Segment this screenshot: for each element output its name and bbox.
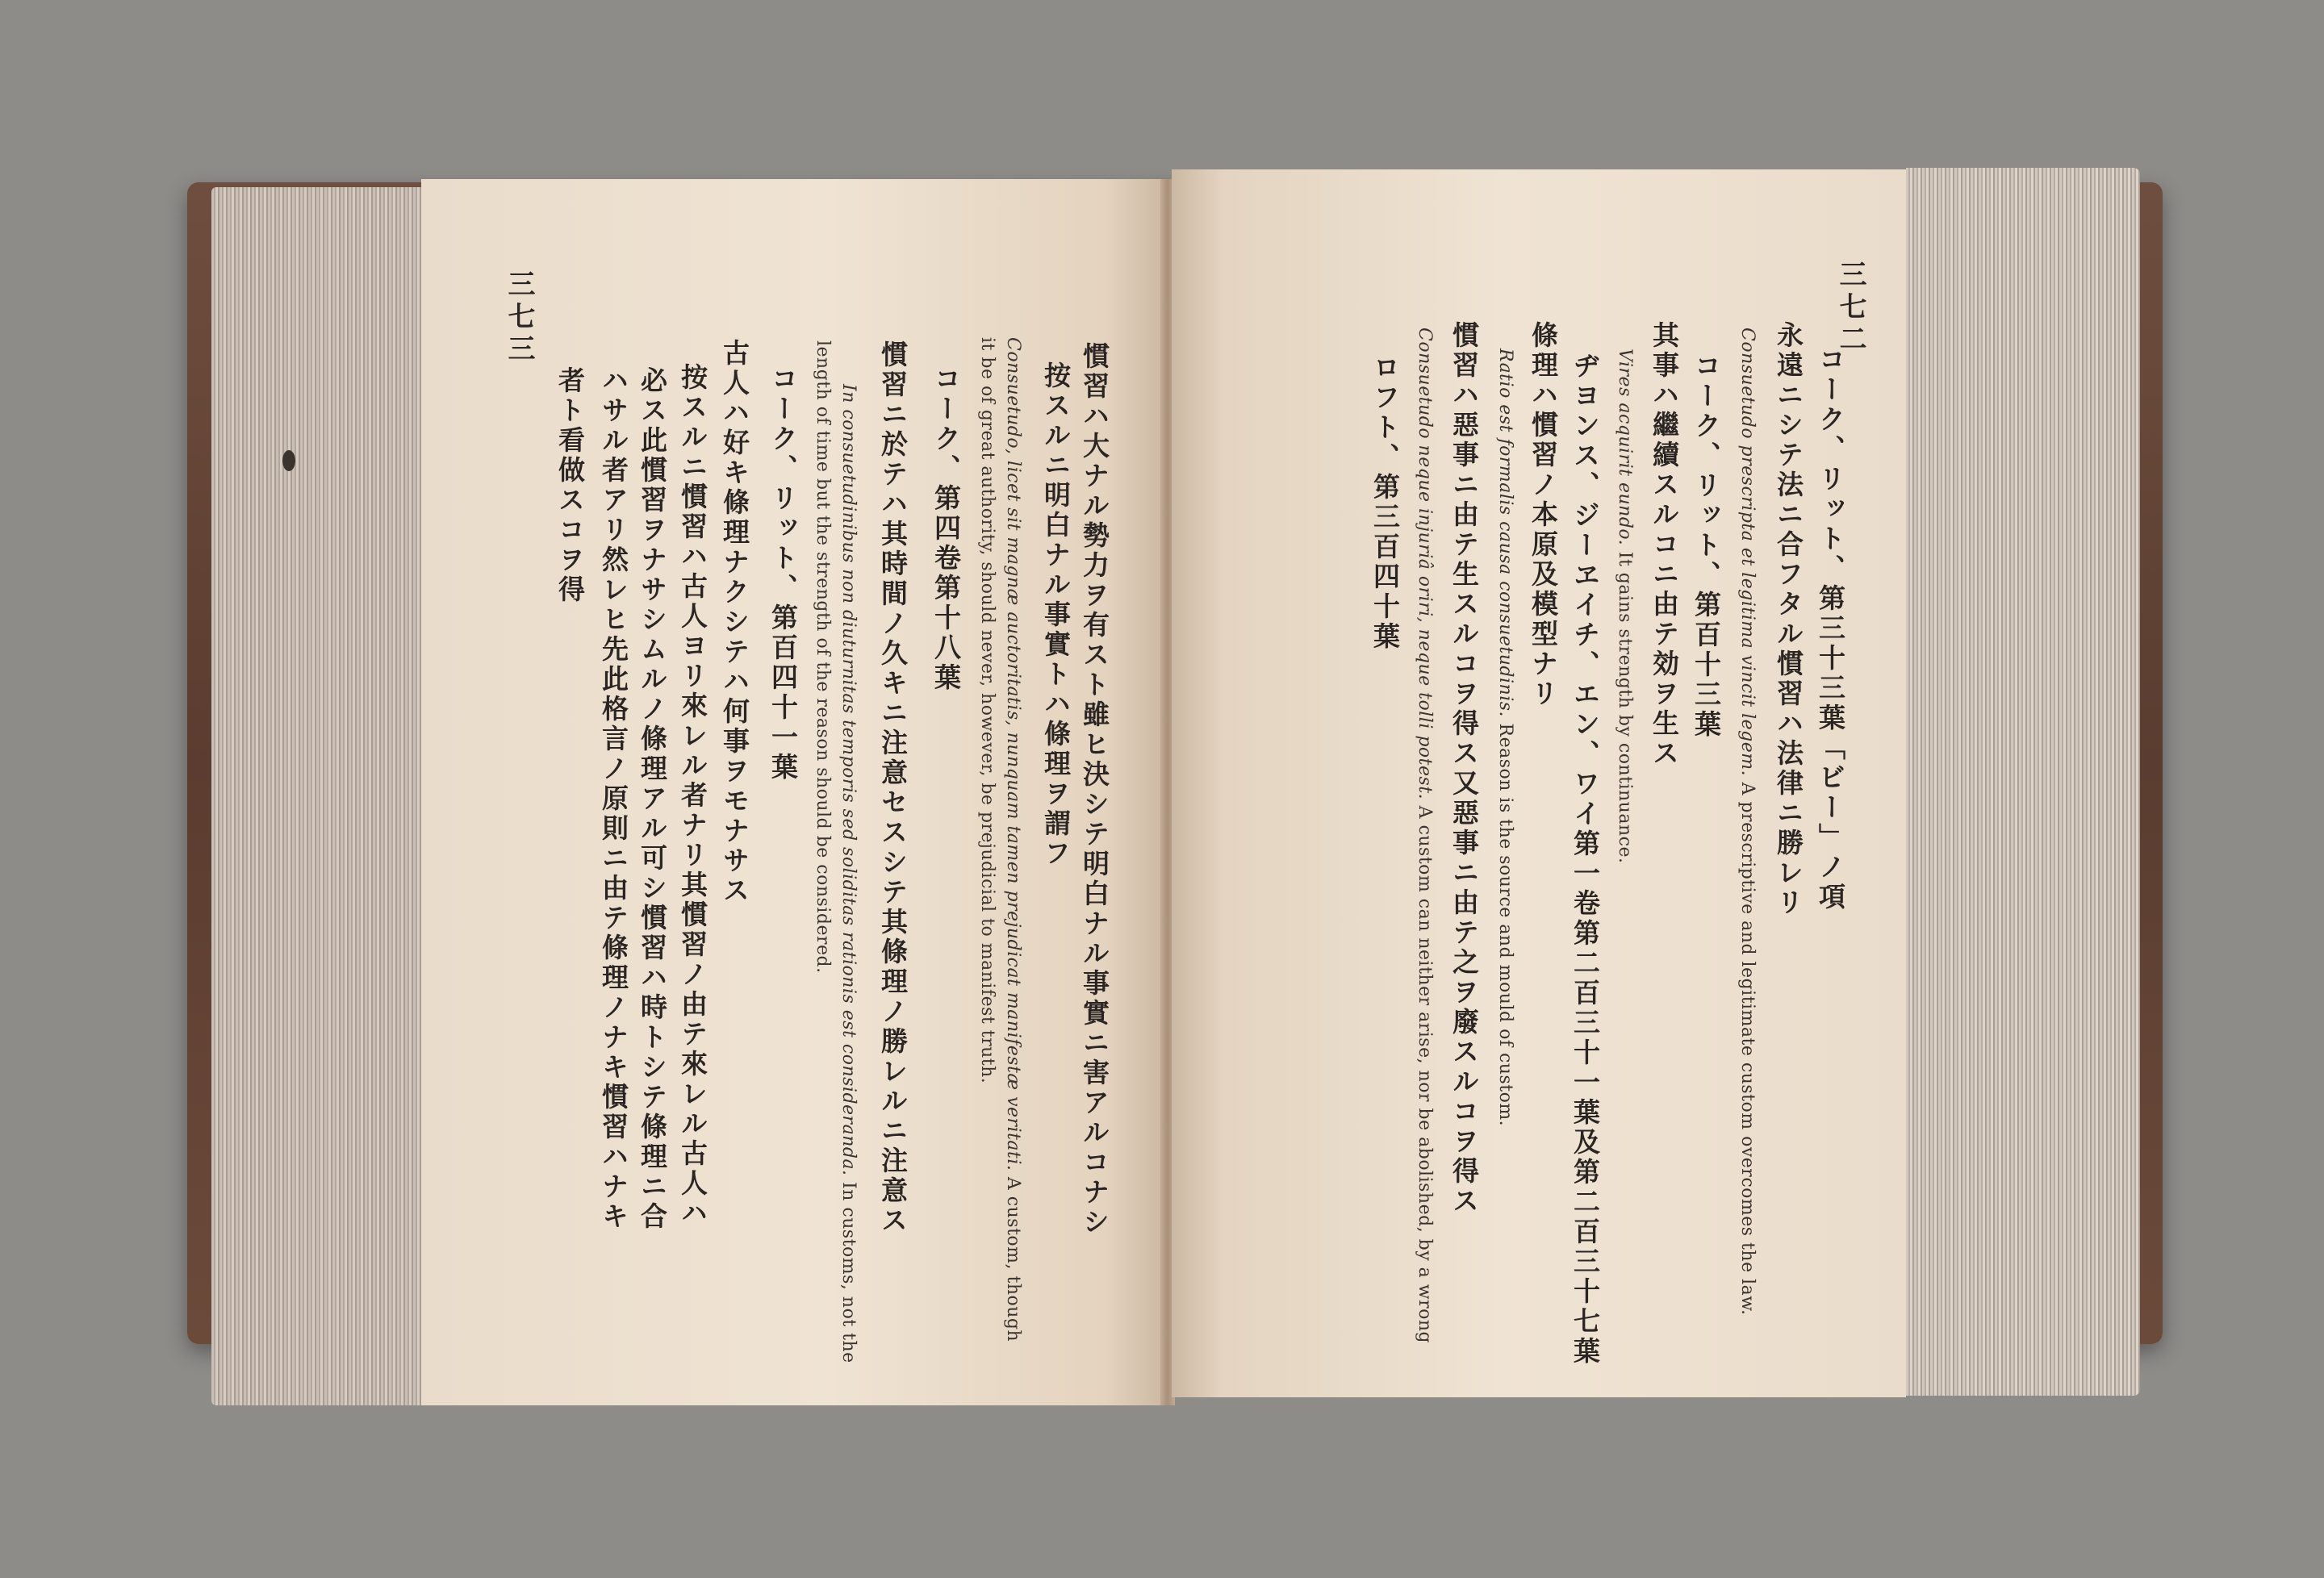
text-column: 慣習ハ惡事ニ由テ生スルコヲ得ス又惡事ニ由テ之ヲ廢スルコヲ得ス — [1448, 321, 1480, 1217]
right-page — [1172, 169, 1906, 1397]
text-column-latin — [978, 337, 996, 1083]
english-translation: Reason is the source and mould of custom. — [1495, 717, 1515, 1127]
english-translation: It gains strength by continuance. — [1615, 545, 1635, 864]
page-stack-right — [1906, 168, 2140, 1396]
text-column: コーク、リット、第三十三葉「ビー」ノ項 — [1815, 345, 1846, 912]
text-column: ロフト、第三百四十葉 — [1369, 353, 1401, 652]
text-column: 慣習ニ於テハ其時間ノ久キニ注意セスシテ其條理ノ勝レルニ注意ス — [877, 340, 909, 1236]
latin-quote: Consuetudo neque injuriâ oriri, neque tolli potest. — [1415, 328, 1435, 800]
text-column-latin — [813, 340, 831, 974]
text-column: 其事ハ繼續スルコニ由テ効ヲ生ス — [1649, 321, 1680, 769]
left-page — [421, 179, 1164, 1405]
text-column-latin — [1616, 349, 1633, 863]
text-column: コーク、第四卷第十八葉 — [930, 365, 962, 693]
text-column-latin — [1738, 328, 1756, 1315]
text-column: ハサル者アリ然レヒ先此格言ノ原則ニ由テ條理ノナキ慣習ハナキ — [598, 366, 629, 1232]
page-stack-left — [211, 187, 421, 1405]
latin-quote: Vires acquirit eundo. — [1615, 349, 1635, 546]
text-column: コーク、リット、第百四十一葉 — [767, 365, 799, 783]
english-translation: In customs, not the — [838, 1175, 859, 1363]
text-column-latin — [1496, 349, 1514, 1126]
page-number-right: 三七二 — [1834, 260, 1866, 357]
text-column-latin — [1415, 328, 1433, 1343]
text-column: 慣習ハ大ナル勢力ヲ有スト雖ヒ決シテ明白ナル事實ニ害アルコナシ — [1079, 342, 1110, 1238]
text-column-latin — [1004, 337, 1022, 1342]
text-column: コーク、リット、第百十三葉 — [1691, 352, 1722, 740]
text-column: 條理ハ慣習ノ本原及模型ナリ — [1528, 321, 1559, 709]
english-translation: A prescriptive and legitimate custom overcomes the law. — [1737, 776, 1758, 1316]
page-number-left: 三七三 — [503, 269, 535, 366]
text-column: 按スルニ慣習ハ古人ヨリ來レル者ナリ其慣習ノ由テ來レル古人ハ — [677, 363, 708, 1229]
text-column: 古人ハ好キ條理ナクシテハ何事ヲモナサス — [719, 339, 750, 906]
latin-quote: Ratio est formalis causa consuetudinis. — [1495, 349, 1515, 718]
text-column: 必ス此慣習ヲナサシムルノ條理アル可シ慣習ハ時トシテ條理ニ合 — [637, 366, 668, 1232]
binding-hole — [282, 450, 295, 471]
english-translation: it be of great authority, should never, however, be prejudicial to manifest truth. — [977, 337, 997, 1084]
text-column-latin — [839, 384, 857, 1363]
text-column: 者ト看做スコヲ得 — [554, 366, 586, 605]
latin-quote: In consuetudinibus non diuturnitas temporis sed soliditas rationis est consideranda. — [838, 384, 859, 1176]
text-column: 按スルニ明白ナル事實トハ條理ヲ謂フ — [1040, 361, 1072, 869]
english-translation: A custom can neither arise, nor be abolished, by a wrong — [1415, 799, 1435, 1344]
latin-quote: Consuetudo prescripta et legitima vincit legem. — [1737, 328, 1758, 777]
text-column: ヂヨンス、ジーヱイチ、エン、ワイ第一卷第二百三十一葉及第二百三十七葉 — [1570, 352, 1601, 1367]
latin-quote: Consuetudo, licet sit magnæ auctoritatis, nunquam tamen prejudicat manifestæ veritati. — [1003, 337, 1023, 1171]
english-translation: A custom, though — [1003, 1171, 1023, 1342]
english-translation: length of time but the strength of the reason should be considered. — [813, 340, 833, 974]
text-column: 永遠ニシテ法ニ合フタル慣習ハ法律ニ勝レリ — [1773, 321, 1804, 918]
